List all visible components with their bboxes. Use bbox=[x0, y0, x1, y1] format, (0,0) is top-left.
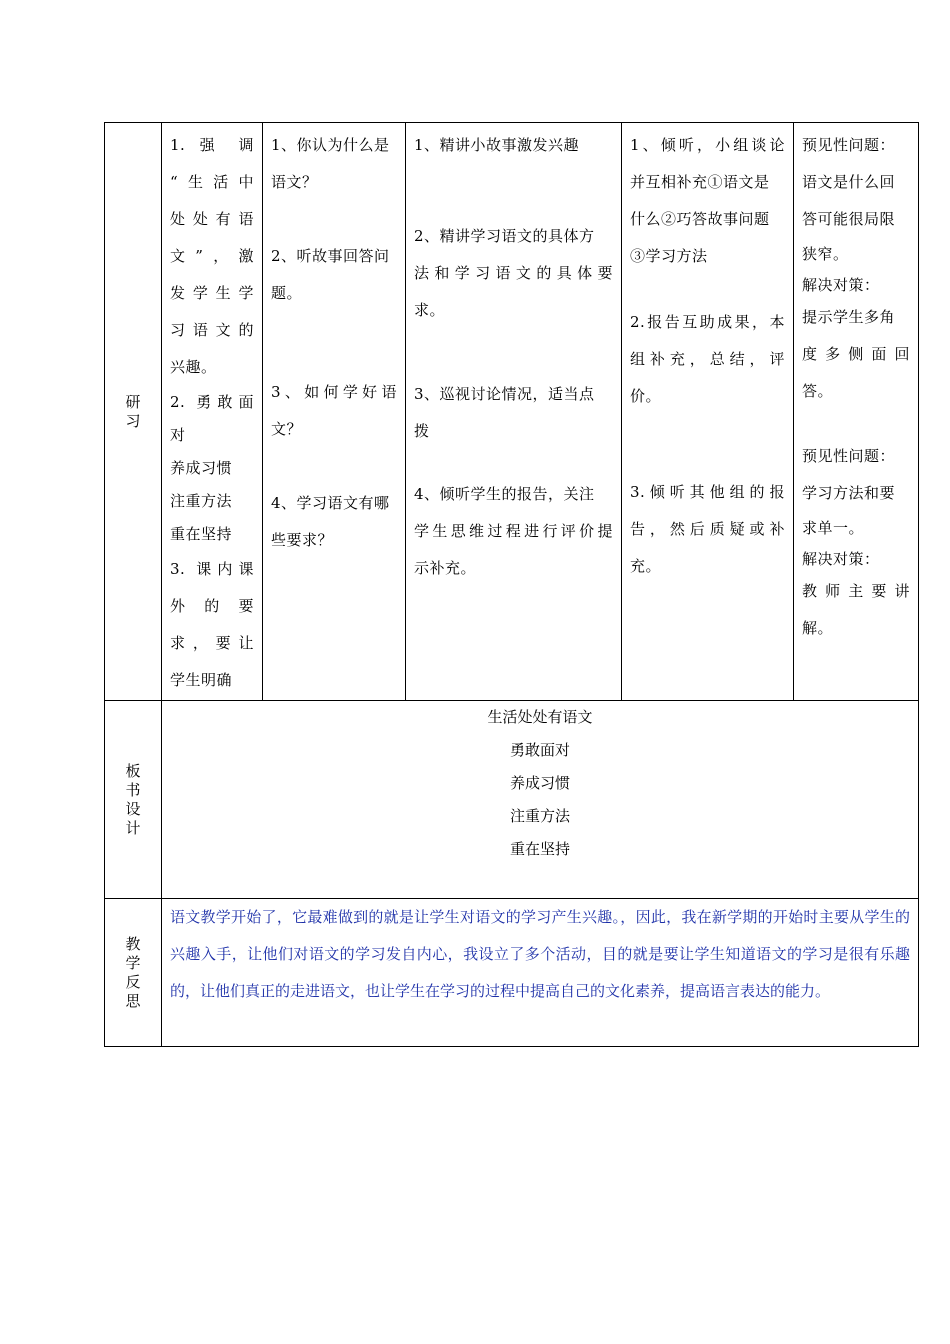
student-line: 3.倾听其他组的报 bbox=[630, 483, 785, 501]
question-line: 题。 bbox=[271, 284, 303, 302]
question-line: 些要求？ bbox=[271, 531, 334, 549]
problem-line: 预见性问题： bbox=[802, 136, 896, 154]
objectives-list bbox=[162, 123, 262, 699]
teacher-line: 1、精讲小故事激发兴趣 bbox=[414, 136, 580, 154]
question-line: 1、你认为什么是 bbox=[271, 136, 390, 154]
board-label: 板书设计 bbox=[125, 761, 141, 837]
question-line: 3、如何学好语 bbox=[271, 383, 397, 401]
objective-line: 兴趣。 bbox=[170, 358, 217, 376]
problem-line: 解。 bbox=[802, 619, 834, 637]
objective-line: 1. 强 调 bbox=[170, 136, 254, 154]
reflection-label: 教学反思 bbox=[125, 934, 141, 1010]
board-line: 勇敢面对 bbox=[509, 741, 570, 759]
student-line: 什么②巧答故事问题 bbox=[630, 210, 770, 228]
student-line: 1、倾听，小组谈论 bbox=[630, 136, 785, 154]
student-line: 2.报告互助成果，本 bbox=[630, 313, 785, 331]
board-content-cell bbox=[162, 701, 919, 899]
problem-line: 度多侧面回 bbox=[802, 345, 910, 363]
board-line: 生活处处有语文 bbox=[487, 708, 593, 726]
objective-line: “生活中 bbox=[170, 173, 254, 191]
objective-line: 注重方法 bbox=[170, 492, 233, 510]
student-line: 组补充，总结，评 bbox=[630, 350, 785, 368]
board-label-cell bbox=[105, 701, 162, 899]
student-line: 充。 bbox=[630, 557, 662, 575]
problem-line: 解决对策： bbox=[802, 550, 880, 568]
student-line: 并互相补充①语文是 bbox=[630, 173, 770, 191]
problem-line: 狭窄。 bbox=[802, 245, 849, 263]
board-line: 养成习惯 bbox=[509, 774, 570, 792]
teacher-line: 示补充。 bbox=[414, 559, 477, 577]
board-line: 注重方法 bbox=[509, 807, 570, 825]
teacher-line: 4、倾听学生的报告，关注 bbox=[414, 485, 595, 503]
teacher-line: 3、巡视讨论情况，适当点 bbox=[414, 385, 595, 403]
research-label-cell bbox=[105, 123, 162, 701]
problem-line: 学习方法和要 bbox=[802, 484, 896, 502]
objective-line: 对 bbox=[170, 426, 186, 444]
reflection-row bbox=[105, 899, 919, 1047]
board-line: 重在坚持 bbox=[509, 840, 570, 858]
teacher-activity-list bbox=[406, 123, 621, 587]
teacher-line: 求。 bbox=[414, 301, 446, 319]
objective-line: 2. 勇敢面 bbox=[170, 393, 254, 411]
problem-line: 解决对策： bbox=[802, 276, 880, 294]
objective-line: 重在坚持 bbox=[170, 525, 233, 543]
student-line: 价。 bbox=[630, 387, 662, 405]
reflection-label-cell bbox=[105, 899, 162, 1047]
questions-cell bbox=[263, 123, 406, 701]
student-line: ③学习方法 bbox=[630, 247, 708, 265]
problem-line: 答可能很局限 bbox=[802, 210, 896, 228]
question-line: 语文？ bbox=[271, 173, 318, 191]
question-line: 4、学习语文有哪 bbox=[271, 494, 390, 512]
problem-line: 求单一。 bbox=[802, 519, 865, 537]
objective-line: 外 的 要 bbox=[170, 597, 254, 615]
objective-line: 3. 课内课 bbox=[170, 560, 254, 578]
student-line: 告，然后质疑或补 bbox=[630, 520, 785, 538]
research-label: 研习 bbox=[125, 392, 141, 430]
objective-line: 处处有语 bbox=[170, 210, 254, 228]
teacher-line: 2、精讲学习语文的具体方 bbox=[414, 227, 595, 245]
questions-list bbox=[263, 123, 405, 559]
problem-line: 答。 bbox=[802, 382, 834, 400]
student-activity-list bbox=[622, 123, 793, 585]
lesson-plan-table bbox=[104, 122, 919, 1047]
reflection-text: 语文教学开始了，它最难做到的就是让学生对语文的学习产生兴趣。，因此，我在新学期的开始时主要从学生的兴趣入手，让他们对语文的学习发自内心，我设立了多个活动，目的就是要让学生知道语文的学习是很有乐趣的，让他们真正的走进语文，也让学生在学习的过程中提高自己的文化素养，提高语言表达的能力。 bbox=[170, 908, 910, 1000]
anticipated-problems-list bbox=[794, 123, 918, 647]
student-activity-cell bbox=[622, 123, 794, 701]
objective-line: 习语文的 bbox=[170, 321, 254, 339]
teacher-line: 法和学习语文的具体要 bbox=[414, 264, 613, 282]
objective-line: 发学生学 bbox=[170, 284, 254, 302]
problem-line: 语文是什么回 bbox=[802, 173, 896, 191]
problem-line: 提示学生多角 bbox=[802, 308, 896, 326]
teacher-line: 学生思维过程进行评价提 bbox=[414, 522, 613, 540]
objective-line: 文”，激 bbox=[170, 247, 254, 265]
reflection-content-cell bbox=[162, 899, 919, 1047]
objectives-cell bbox=[162, 123, 263, 701]
objective-line: 学生明确 bbox=[170, 671, 233, 689]
objective-line: 求，要让 bbox=[170, 634, 254, 652]
board-design-row bbox=[105, 701, 919, 899]
board-content bbox=[162, 701, 918, 866]
objective-line: 养成习惯 bbox=[170, 459, 233, 477]
teacher-activity-cell bbox=[406, 123, 622, 701]
question-line: 文？ bbox=[271, 420, 303, 438]
question-line: 2、听故事回答问 bbox=[271, 247, 390, 265]
problem-line: 教师主要讲 bbox=[802, 582, 910, 600]
problem-line: 预见性问题： bbox=[802, 447, 896, 465]
teacher-line: 拨 bbox=[414, 422, 430, 440]
research-row bbox=[105, 123, 919, 701]
anticipated-problems-cell bbox=[794, 123, 919, 701]
